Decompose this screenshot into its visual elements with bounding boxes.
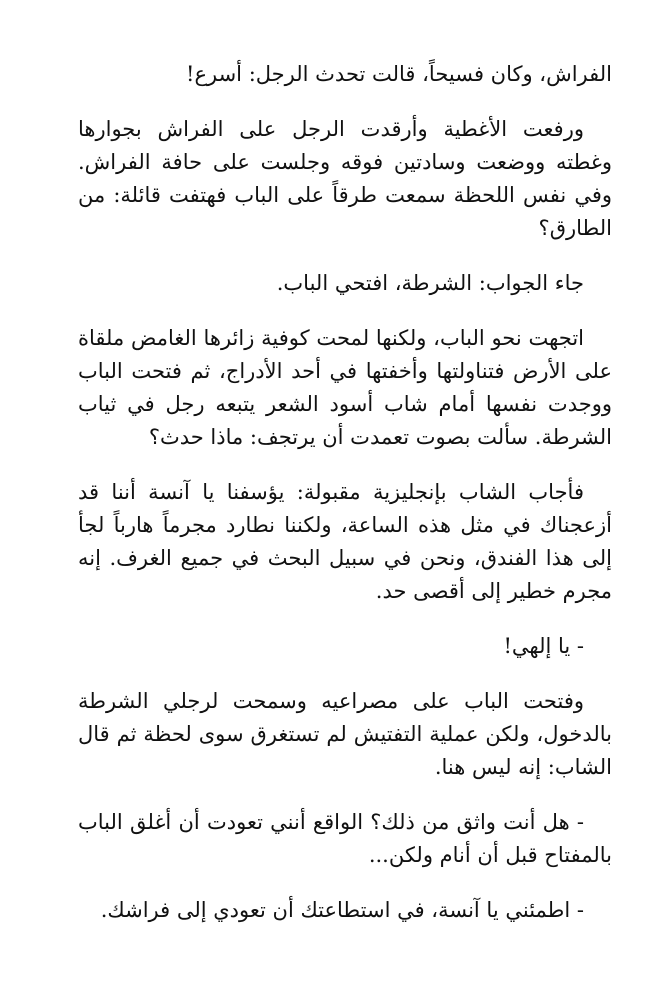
paragraph-1: الفراش، وكان فسيحاً، قالت تحدث الرجل: أسرع!	[186, 62, 612, 86]
dialogue-line-1: - يا إلهي!	[503, 634, 584, 658]
paragraph-6: وفتحت الباب على مصراعيه وسمحت لرجلي الشرطة بالدخول، ولكن عملية التفتيش لم تستغرق سوى لحظة ثم قال الشاب: إنه ليس هنا.	[78, 689, 612, 779]
paragraph-5: فأجاب الشاب بإنجليزية مقبولة: يؤسفنا يا آنسة أننا قد أزعجناك في مثل هذه الساعة، ولكننا نطارد مجرماً هارباً لجأ إلى هذا الفندق، ونحن في سبيل البحث في جميع الغرف. إنه مجرم خطير إلى أقصى حد.	[78, 480, 612, 603]
paragraph-4: اتجهت نحو الباب، ولكنها لمحت كوفية زائرها الغامض ملقاة على الأرض فتناولتها وأخفتها في أحد الأدراج، ثم فتحت الباب ووجدت نفسها أمام شاب أسود الشعر يتبعه رجل في ثياب الشرطة. سألت بصوت تعمدت أن يرتجف: ماذا حدث؟	[78, 326, 612, 449]
book-page	[78, 58, 612, 949]
dialogue-line-3: - اطمئني يا آنسة، في استطاعتك أن تعودي إلى فراشك.	[100, 898, 584, 922]
dialogue-line-2: - هل أنت واثق من ذلك؟ الواقع أنني تعودت أن أغلق الباب بالمفتاح قبل أن أنام ولكن...	[78, 810, 612, 867]
paragraph-3: جاء الجواب: الشرطة، افتحي الباب.	[276, 271, 584, 295]
paragraph-2: ورفعت الأغطية وأرقدت الرجل على الفراش بجوارها وغطته ووضعت وسادتين فوقه وجلست على حافة الفراش. وفي نفس اللحظة سمعت طرقاً على الباب فهتفت قائلة: من الطارق؟	[78, 117, 612, 240]
